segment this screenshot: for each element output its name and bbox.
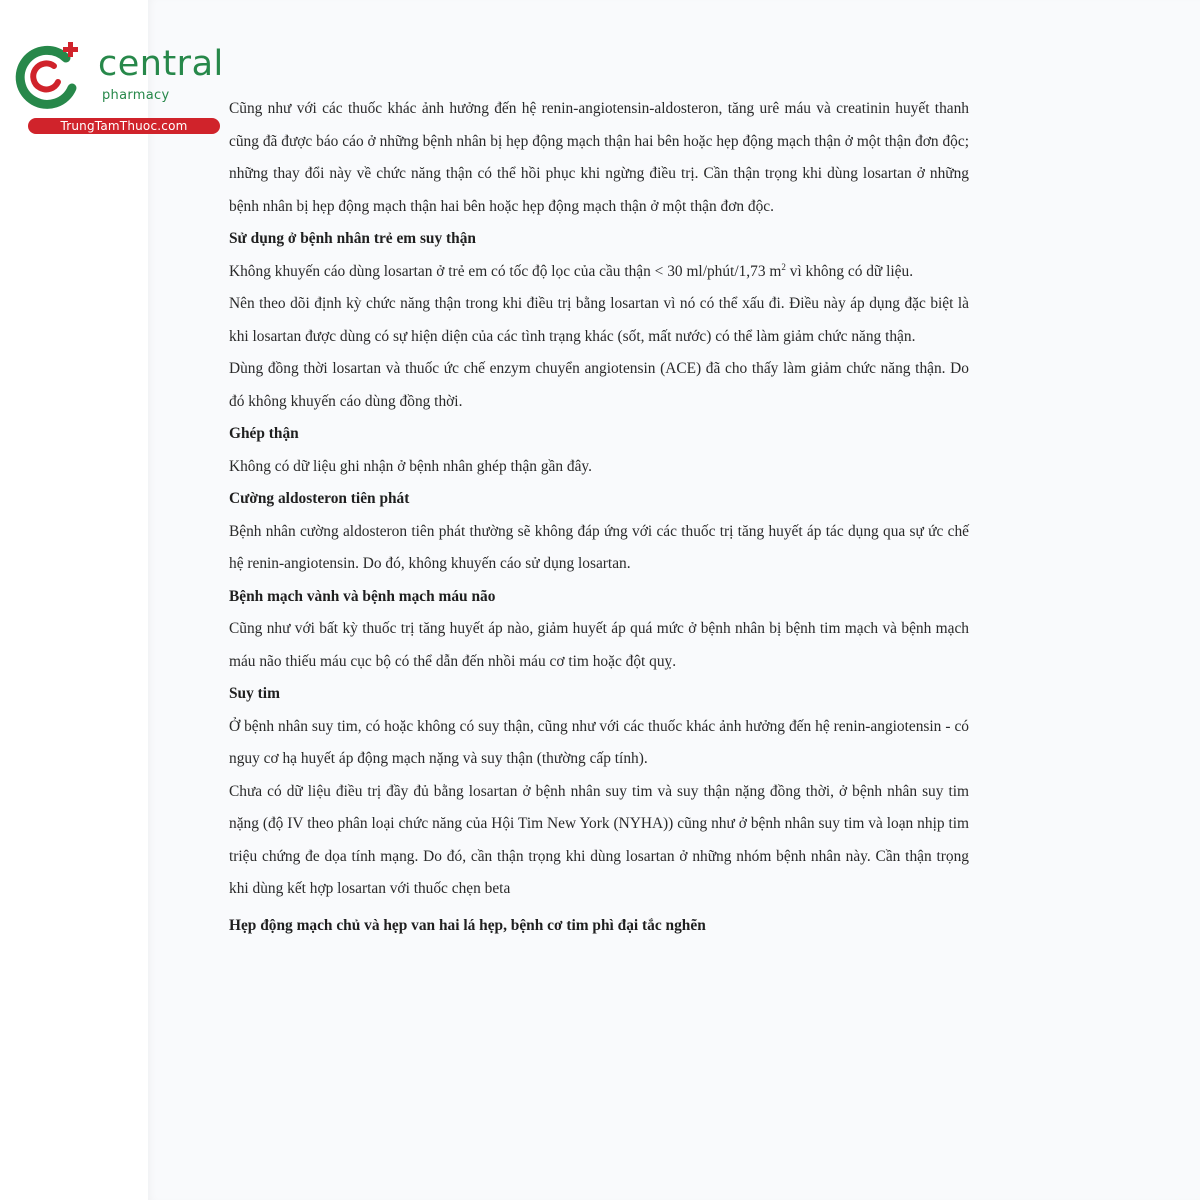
paragraph-ace-combination: Dùng đồng thời losartan và thuốc ức chế enzym chuyển angiotensin (ACE) đã cho thấy làm giảm chức năng thận. Do đó không khuyến cáo dùng đồng thời. [229,360,969,410]
central-pharmacy-logo-icon [10,36,90,116]
paragraph-kidney-transplant: Không có dữ liệu ghi nhận ở bệnh nhân ghép thận gần đây. [229,457,592,475]
paragraph-renal-monitoring: Nên theo dõi định kỳ chức năng thận trong khi điều trị bằng losartan vì nó có thể xấu đi. Điều này áp dụng đặc biệt là khi losartan được dùng có sự hiện diện của các tình trạng khác (sốt, mất nước) có thể làm giảm chức năng thận. [229,295,969,345]
paragraph-heart-failure-risk: Ở bệnh nhân suy tim, có hoặc không có suy thận, cũng như với các thuốc khác ảnh hưởng đến hệ renin-angiotensin - có nguy cơ hạ huyết áp động mạch nặng và suy thận (thường cấp tính). [229,717,969,767]
brand-subtitle: pharmacy [102,88,170,103]
heading-kidney-transplant: Ghép thận [229,425,299,442]
heading-coronary-cerebrovascular: Bệnh mạch vành và bệnh mạch máu não [229,587,496,605]
pediatric-gfr-text: Không khuyến cáo dùng losartan ở trẻ em có tốc độ lọc của cầu thận < 30 ml/phút/1,73 m [229,262,782,280]
document-body [229,93,969,942]
paragraph-pediatric-gfr [229,256,969,289]
paragraph-heart-failure-data: Chưa có dữ liệu điều trị đầy đủ bằng losartan ở bệnh nhân suy tim và suy thận nặng đồng thời, ở bệnh nhân suy tim nặng (độ IV theo phân loại chức năng của Hội Tim New York (NYHA)) cũng như ở bệnh nhân suy tim và loạn nhịp tim triệu chứng đe dọa tính mạng. Do đó, cần thận trọng khi dùng losartan ở những nhóm bệnh nhân này. Cần thận trọng khi dùng kết hợp losartan với thuốc chẹn beta [229,782,969,897]
superscript-two: 2 [781,261,786,272]
pediatric-gfr-text-end: vì không có dữ liệu. [785,262,914,280]
paragraph-renal-artery-stenosis: Cũng như với các thuốc khác ảnh hưởng đến hệ renin-angiotensin-aldosteron, tăng urê máu và creatinin huyết thanh cũng đã được báo cáo ở những bệnh nhân bị hẹp động mạch thận hai bên hoặc hẹp động mạch thận ở một thận đơn độc; những thay đổi này về chức năng thận có thể hồi phục khi ngừng điều trị. Cần thận trọng khi dùng losartan ở những bệnh nhân bị hẹp động mạch thận hai bên hoặc hẹp động mạch thận ở một thận đơn độc. [229,100,969,215]
brand-website[interactable]: TrungTamThuoc.com [28,118,220,134]
brand-name: central [98,44,224,84]
heading-aortic-mitral-stenosis: Hẹp động mạch chủ và hẹp van hai lá hẹp, bệnh cơ tim phì đại tắc nghẽn [229,916,706,934]
heading-pediatric-renal-impairment: Sử dụng ở bệnh nhân trẻ em suy thận [229,230,476,247]
brand-logo[interactable] [10,36,224,136]
heading-primary-aldosteronism: Cường aldosteron tiên phát [229,490,410,507]
paragraph-primary-aldosteronism: Bệnh nhân cường aldosteron tiên phát thường sẽ không đáp ứng với các thuốc trị tăng huyết áp tác dụng qua sự ức chế hệ renin-angiotensin. Do đó, không khuyến cáo sử dụng losartan. [229,522,969,572]
paragraph-coronary-cerebrovascular: Cũng như với bất kỳ thuốc trị tăng huyết áp nào, giảm huyết áp quá mức ở bệnh nhân bị bệnh tim mạch và bệnh mạch máu não thiếu máu cục bộ có thể dẫn đến nhồi máu cơ tim hoặc đột quỵ. [229,620,969,670]
heading-heart-failure: Suy tim [229,685,280,702]
